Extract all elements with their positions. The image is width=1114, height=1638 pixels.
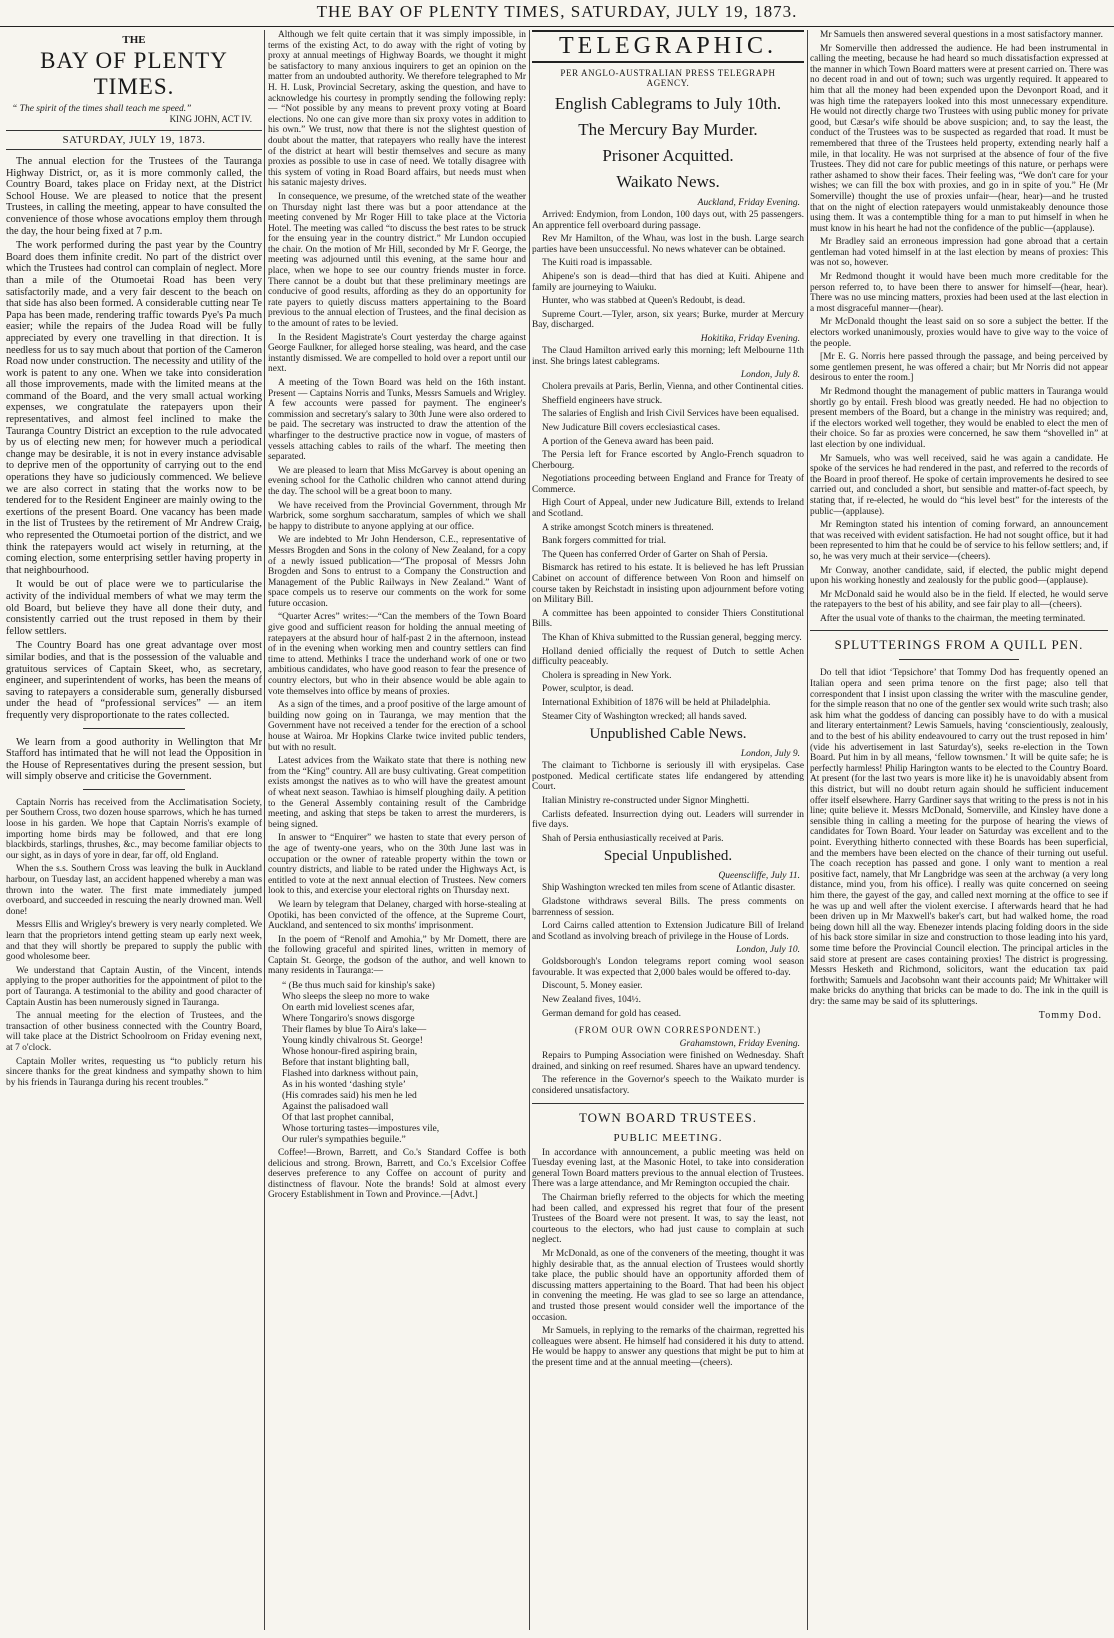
- paragraph: Power, sculptor, is dead.: [542, 684, 634, 695]
- telegraphic-agency: PER ANGLO-AUSTRALIAN PRESS TELEGRAPH AGENCY.: [560, 68, 776, 88]
- headline: The Mercury Bay Murder.: [578, 120, 758, 139]
- column-rule: [807, 30, 808, 1630]
- dateline: Queenscliffe, July 11.: [718, 871, 800, 882]
- paragraph: The Chairman briefly referred to the objects for which the meeting had been called, and expressed his regret that four of the present Trustees of the Board were not present. It was, to say the least, not courteous to the electors, who had just cause to complain at such neglect.: [532, 1193, 804, 1246]
- paragraph: We have received from the Provincial Government, through Mr Warbrick, some sorghum saccharatum, samples of which we shall be happy to distribute to anyone applying at our office.: [268, 500, 526, 532]
- paragraph: The Country Board has one great advantage over most similar bodies, and that is the possession of the valuable and gratuitous services of Captain Skeet, who, as secretary, engineer, and superintendent of works, has been the means of saving to ratepayers a considerable sum, generally disbursed under the head of “professional services” — an item frequently very disproportionate to the rates collected.: [6, 640, 262, 721]
- paragraph: Mr Somerville then addressed the audience. He had been instrumental in calling the meeting, because he had heard so much dissatisfaction expressed at the manner in which Town Board matters were at present carried on. There was no decent road in and out of town; such was urgently required. It appeared to him that all the money had been expended upon the Devonport Road, and it was high time the ratepayers looked into this most unnecessary expenditure. He would not directly charge two Trustees with using public money for private good, but Cæsar's wife should be above suspicion; and, to say the least, the conduct of the Trustees was to be suspected as regarded that road. It must be remembered that three of the Trustees held property, extending nearly half a mile, in that locality. He was not surprised at the absence of four of the five Trustees. They did not care for public meetings of this nature, or perhaps were rather ashamed to show their faces. Their feeling was, “We don't care for your wishes; we can fill the box with proxies, and go in in spite of you.” He (Mr Somerville) thought the use of proxies unfair—(hear, hear)—and he trusted that on the night of election ratepayers would unmistakeably denounce those using them. It was a contemptible thing for a man to put himself in when he must know in his heart he had not the confidence of the public—(applause).: [810, 43, 1108, 234]
- paragraph: The Claud Hamilton arrived early this morning; left Melbourne 11th inst. She brings latest cablegrams.: [532, 345, 804, 367]
- paragraph: The reference in the Governor's speech to the Waikato murder is considered unsatisfactory.: [532, 1075, 804, 1097]
- telegraphic-heading: TELEGRAPHIC.: [532, 30, 804, 63]
- paragraph: High Court of Appeal, under new Judicature Bill, extends to Ireland and Scotland.: [532, 498, 804, 520]
- paragraph: A portion of the Geneva award has been paid.: [542, 436, 714, 447]
- paragraph: Bank forgers committed for trial.: [542, 536, 667, 547]
- paragraph: Gladstone withdraws several Bills. The press comments on barrenness of session.: [532, 896, 804, 918]
- subheading: (FROM OUR OWN CORRESPONDENT.): [574, 1025, 762, 1036]
- paragraph: New Zealand fives, 104½.: [542, 995, 641, 1006]
- signature: Tommy Dod.: [1038, 1010, 1102, 1022]
- headline: English Cablegrams to July 10th.: [554, 94, 782, 113]
- dateline: Auckland, Friday Evening.: [697, 198, 800, 208]
- paragraph: Carlists defeated. Insurrection dying out. Leaders will surrender in five days.: [532, 809, 804, 831]
- paragraph: In the Resident Magistrate's Court yesterday the charge against George Faulkner, for alleged horse stealing, was heard, and the case instantly dismissed. We are compelled to hold over a report until our next.: [268, 332, 526, 375]
- paragraph: A committee has been appointed to consider Thiers Constitutional Bills.: [532, 608, 804, 630]
- divider: [810, 630, 1108, 631]
- paragraph: Latest advices from the Waikato state that there is nothing new from the “King” country. All are busy cultivating. Great competition exists amongst the natives as to who will have the greatest amount of wheat next season. Tawhiao is himself ploughing daily. A petition to the General Assembly containing result of the Cambridge meeting, and asking that steps be taken to arrest the murderers, is being signed.: [268, 756, 526, 830]
- headline: TOWN BOARD TRUSTEES.: [578, 1109, 758, 1125]
- masthead-title: THE BAY OF PLENTY TIMES, SATURDAY, JULY 19, 1873.: [316, 2, 798, 21]
- divider: [83, 789, 185, 790]
- local-news: [6, 798, 262, 1088]
- paragraph: Messrs Ellis and Wrigley's brewery is very nearly completed. We learn that the proprietors intend getting steam up early next week, and that they will shortly be prepared to supply the public with good wholesome beer.: [6, 920, 262, 963]
- dateline: Hokitika, Friday Evening.: [700, 333, 800, 344]
- headline: Special Unpublished.: [603, 848, 733, 865]
- paragraph: Mr Bradley said an erroneous impression had gone abroad that a certain gentleman had voted himself in at the last election by means of proxies: This was not so, however.: [810, 237, 1108, 269]
- headline: SPLUTTERINGS FROM A QUILL PEN.: [834, 637, 1084, 653]
- paragraph: Rev Mr Hamilton, of the Whau, was lost in the bush. Large search parties have been unsuccessful. No news whatever can be obtained.: [532, 234, 804, 255]
- paragraph: Mr McDonald, as one of the conveners of the meeting, thought it was highly desirable that, as the annual election of Trustees would shortly take place, the public should have an opportunity afforded them of discussing matters appertaining to the Board. That had been his object in convening the meeting. He was glad to see so large an attendance, and trusted those present would consider well the importance of the occasion.: [532, 1248, 804, 1323]
- paragraph: In consequence, we presume, of the wretched state of the weather on Thursday night last there was but a poor attendance at the meeting convened by Mr Roger Hill to take place at the Victoria Hotel. The meeting was called “to discuss the best rates to be struck for the ensuing year in the country district.” Mr Lundon occupied the chair. On the motion of Mr Hill, seconded by Mr F. George, the meeting was adjourned until this evening, at the same hour and place, when we hope to see our country friends muster in force. There cannot be a doubt but that these preliminary meetings are conducive of good results, affording as they do an opportunity for rate payers to quietly discuss matters appertaining to the Board previous to the annual election of Trustees, and the final decision as to the amount of rates to be levied.: [268, 191, 526, 330]
- paper-the: THE: [122, 34, 146, 46]
- paragraph: [Mr E. G. Norris here passed through the passage, and being perceived by some gentlemen present, he was offered a chair; but Mr Norris did not appear desirous to enter the room.]: [810, 352, 1108, 384]
- paragraph: It would be out of place were we to particularise the activity of the individual members of what we may term the old Board, but believe they have all done their duty, and consistently carried out the trust reposed in them by their fellow settlers.: [6, 579, 262, 637]
- paragraph: The Khan of Khiva submitted to the Russian general, begging mercy.: [542, 633, 802, 643]
- headline: Unpublished Cable News.: [589, 726, 747, 743]
- dateline: London, July 8.: [740, 370, 800, 381]
- paragraph: As a sign of the times, and a proof positive of the large amount of building now going on in Tauranga, we may mention that the Government have not received a tender for the erection of a school house at Wairoa. Mr Hopkins Clarke twice invited public tenders, but with no result.: [268, 700, 526, 753]
- divider: [899, 659, 1018, 660]
- paragraph: The Kuiti road is impassable.: [542, 258, 653, 269]
- dateline: London, July 9.: [740, 749, 800, 760]
- paragraph: Mr Samuels, who was well received, said he was again a candidate. He spoke of the services he had rendered in the past, and referred to the records of the Board in proof thereof. He spoke of certain improvements he desired to see carried out, and concluded a short, but sensible and matter-of-fact speech, by stating that, if re-elected, he would do “his level best” for the interests of the public—(applause).: [810, 453, 1108, 517]
- paragraph: A strike amongst Scotch miners is threatened.: [542, 522, 714, 533]
- paragraph: Ship Washington wrecked ten miles from scene of Atlantic disaster.: [542, 883, 796, 894]
- paragraph: Shah of Persia enthusiastically received at Paris.: [542, 833, 724, 844]
- column-2: [268, 30, 526, 1630]
- paragraph: Ahipene's son is dead—third that has died at Kuiti. Ahipene and family are journeying to Waiuku.: [532, 271, 804, 293]
- paragraph: Captain Norris has received from the Acclimatisation Society, per Southern Cross, two dozen house sparrows, which he has turned loose in his garden. We hope that Captain Norris's example of importing home birds may be followed, and that ere long blackbirds, starlings, thrushes, &c., may become familiar objects to our sight, as in days of yore in dear, far off, old England.: [6, 797, 262, 861]
- column-3: [532, 30, 804, 1630]
- paragraph: We learn from a good authority in Wellington that Mr Stafford has intimated that he will not lead the Opposition in the House of Representatives during the present session, but will simply observe and criticise the Government.: [6, 736, 262, 783]
- paragraph: The annual election for the Trustees of the Tauranga Highway District, or, as it is more commonly called, the Country Board, takes place on Friday next, at the District School House. We are pleased to notice that the present Trustees, in calling the meeting, appear to have consulted the convenience of those whose avocations employ them through the day, the hour being fixed at 7 p.m.: [6, 156, 262, 237]
- divider: [532, 1103, 804, 1104]
- paragraph: The salaries of English and Irish Civil Services have been equalised.: [542, 409, 799, 420]
- paragraph: Do tell that idiot ‘Tepsichore’ that Tommy Dod has frequently opened an Italian opera and seen prima tenore on the first page; also tell that correspondent that I insist upon classing the writer with the masculine gender, for the simple reason that no one of the gentler sex would write such trash; also ask him what the goddess of dancing can possibly have to do with a musical and literary entertainment? Lewis Samuels, having ‘conscientiously, zealously, and to the best of his ability endeavoured to carry out the trust reposed in him’ (vide his advertisement in last Saturday's), seeks re-election in the Town Board. Put him in by all means, ‘fellow townsmen.’ It will be quite safe; he is perfectly harmless! Philip Harington wants to be elected to the Country Board. At present (for the last two years is more like it) he is unavoidably absent from this district, but will no doubt return again should he sufficient inducement offer itself elsewhere. Harry Gardiner says that writing to the press is not in his line; quite believe it. Messrs McDonald, Somerville, and Kinsley have done a sensible thing in calling a meeting for the purpose of hearing the views of candidates for Town Board. Your leader on Saturday was excellent and to the point. Everything hitherto connected with these Boards has been superficial, and the members have been elected on the chance of their turning out useful. The coach reception has passed and gone. I only want to mention a real positive fact, namely, that Mr Langbridge was seen at the archway (a very long distance, mind you, from his office). I really was quite concerned on seeing him there, the gayest of the gay, and called next morning at the office to see if he was up and well after the violent exercise. I afterwards heard that he had been driven up in Mr Maxwell's baker's cart, but had walked home, the road being down hill all the way. Ebenezer intends placing folding doors in the side of his back store similar in size and construction to those leading into his yard, some time before the Provincial Council election. The principal articles in the said store at present are cases containing proxies! The district is progressing. Messrs Hesketh and Richmond, solicitors, want the education tax paid forthwith; Samuels and Jacobsohn want their accounts paid; Mr Whittaker will make bricks do anything that bricks can be made to do. The ink in the quill is dry: the same may be said of its splutterings.: [810, 668, 1108, 1007]
- paragraph: We understand that Captain Austin, of the Vincent, intends applying to the proper authorities for the appointment of pilot to the port of Tauranga. A testimonial to the ability and good character of Captain Austin has been numerously signed in Tauranga.: [6, 965, 262, 1008]
- paragraph: Mr Samuels, in replying to the remarks of the chairman, regretted his colleagues were absent. He himself had considered it his duty to attend. He would be happy to answer any questions that might be put to him at the present time and at the annual meeting—(cheers).: [532, 1326, 804, 1368]
- poem: “ (Be thus much said for kinship's sake) Who sleeps the sleep no more to wake On earth mid loveliest scenes afar, Where Tongariro's snows disgorge Their flames by blue To Aira's lake— Young kindly chivalrous St. George! Whose honour-fired aspiring brain, Before that instant blighting ball, Flashed into darkness without pain, As in his wonted ‘dashing style’ (His comrades said) his men he led Against the palisadoed wall Of that last prophet cannibal, Whose torturing tastes—impostures vile, Our ruler's sympathies beguile.”: [282, 980, 440, 1146]
- paragraph: Lord Cairns called attention to Extension Judicature Bill of Ireland and Scotland as involving breach of privilege in the House of Lords.: [532, 921, 804, 942]
- paragraph: Mr Conway, another candidate, said, if elected, the public might depend upon his working honestly and zealously for the public good—(applause).: [810, 565, 1108, 587]
- paragraph: We learn by telegram that Delaney, charged with horse-stealing at Opotiki, has been convicted of the offence, at the Supreme Court, Auckland, and sentenced to six months' imprisonment.: [268, 899, 526, 932]
- paragraph: Mr Samuels then answered several questions in a most satisfactory manner.: [820, 30, 1104, 40]
- paragraph: “Quarter Acres” writes:—“Can the members of the Town Board give good and sufficient reason for holding the annual meeting of ratepayers at the absurd hour of half-past 2 in the afternoon, instead of in the evening when working men and country settlers can find time to attend. Methinks I trace the underhand work of one or two ambitious candidates, who have good reason to fear the presence of country electors, but who in their absence would be able again to vote themselves into office by means of proxies.: [268, 612, 526, 697]
- paragraph: The Persia left for France escorted by Anglo-French squadron to Cherbourg.: [532, 450, 804, 471]
- paragraph: The claimant to Tichborne is seriously ill with erysipelas. Case postponed. Medical certificate states life endangered by attending Court.: [532, 761, 804, 793]
- advertisement: Coffee!—Brown, Barrett, and Co.'s Standard Coffee is both delicious and strong. Brown, Barrett, and Co.'s Excelsior Coffee deserves preference to any Coffee on account of purity and distinctness of flavour. Note the brands! Sold at almost every Grocery Establishment in Town and Province.—[Advt.]: [268, 1148, 526, 1201]
- paragraph: Cholera is spreading in New York.: [542, 670, 672, 681]
- divider: [83, 728, 185, 729]
- paragraph: New Judicature Bill covers ecclesiastical cases.: [542, 422, 721, 433]
- dateline: Grahamstown, Friday Evening.: [679, 1039, 800, 1050]
- paragraph: Steamer City of Washington wrecked; all hands saved.: [542, 711, 747, 722]
- paragraph: In answer to “Enquirer” we hasten to state that every person of the age of twenty-one years, who on the 30th June last was in occupation or the owner of rateable property within the town or country districts, and liable to be rated under the Highways Act, is entitled to vote at the next annual election of Trustees. New comers look to this, and exercise your electoral rights on Thursday next.: [268, 833, 526, 897]
- paragraph: The Queen has conferred Order of Garter on Shah of Persia.: [542, 549, 768, 560]
- paragraph: In the poem of “Renolf and Amohia,” by Mr Domett, there are the following graceful and spirited lines, written in memory of Captain St. George, the godson of the author, and well known to many residents in Tauranga:—: [268, 934, 526, 977]
- paragraph: Mr McDonald said he would also be in the field. If elected, he would serve the ratepayers to the best of his ability, and see fair play to all—(cheers).: [810, 589, 1108, 611]
- paragraph: We are indebted to Mr John Henderson, C.E., representative of Messrs Brogden and Sons in the colony of New Zealand, for a copy of a newly issued publication—“The proposal of Messrs John Brogden and Sons to entrust to a Company the Construction and Management of the Public Railways in New Zealand.” Want of space compels us to reserve our comments on the work for some future occasion.: [268, 535, 526, 609]
- dateline: London, July 10.: [736, 945, 800, 956]
- paragraph: The work performed during the past year by the Country Board does them infinite credit. No part of the district over which the Trustees had control can complain of neglect. More than a mile of the Otumoetai Road has been very satisfactorily made, and a very fair descent to the beach on that side has also been formed. A considerable cutting near Te Papa has been made, rendering traffic towards Pye's Pa much easier; while the repairs of the Judea Road will be fully appreciated by every one travelling in that direction. It is needless for us to say much about that portion of the Cameron Road now under construction. The necessity and utility of the work is patent to any one. When we take into consideration all those improvements, made with the limited means at the command of the Board, and the very small actual working expenses, we congratulate the ratepayers upon their representatives, and almost feel inclined to make the Tauranga Country District an exception to the rule advocated by us of electing new men; for however much a periodical change may be desirable, it is not in every instance advisable to deprive men of the opportunity of carrying out to the end operations they have so judiciously commenced. We believe we are also correct in stating that the works now to be tendered for to the Resident Engineer are mainly owing to the exertions of the present Board. One vacancy has been made in the list of Trustees by the retirement of Mr Andrew Craig, who represented the Otumoetai portion of the district, and we think the ratepayers would act wisely in returning, at the coming election, some enterprising settler having property in that neighbourhood.: [6, 240, 262, 576]
- motto: “ The spirit of the times shall teach me speed.”: [12, 104, 192, 114]
- paragraph: Mr Redmond thought the management of public matters in Tauranga would shortly go by entail. Fresh blood was greatly needed. He had no objection to present members of the Board, but a change in the ministry was required; and, if the electors worked well together, they would be enabled to elect the men of their choice. So far as proxies were concerned, he saw them “shovelled in” at last election by one individual.: [810, 387, 1108, 450]
- paragraph: A meeting of the Town Board was held on the 16th instant. Present — Captains Norris and Tunks, Messrs Samuels and Wrigley. A few accounts were passed for payment. The engineer's commission and secretary's salary to 30th June were also ordered to be paid. The secretary was instructed to draw the attention of the wharfinger to the destructive practice now in vogue, of masters of vessels attaching cables to rails of the wharf. The meeting then separated.: [268, 378, 526, 463]
- paragraph: Captain Moller writes, requesting us “to publicly return his sincere thanks for the great kindness and sympathy shown to him by his friends in Tauranga during his recent troubles.”: [6, 1056, 262, 1088]
- column-1: [6, 30, 262, 1630]
- paragraph: Bismarck has retired to his estate. It is believed he has left Prussian Cabinet on account of difference between Von Roon and himself on course taken by Reichstadt in insisting upon adjournment before voting on Military Bill.: [532, 563, 804, 606]
- masthead: [0, 0, 1114, 27]
- paragraph: International Exhibition of 1876 will be held at Philadelphia.: [542, 697, 771, 708]
- paragraph: Mr Redmond thought it would have been much more creditable for the person referred to, to have been there to answer for himself—(hear, hear). There was no use mincing matters, proxies had been used at the last election in a most disgraceful manner—(hear).: [810, 272, 1108, 314]
- paragraph: Sheffield engineers have struck.: [542, 395, 663, 406]
- paragraph: Goldsborough's London telegrams report coming wool season favourable. It was expected that 2,000 bales would be offered to-day.: [532, 957, 804, 978]
- paper-name: BAY OF PLENTY TIMES.: [40, 48, 228, 99]
- issue-date: SATURDAY, JULY 19, 1873.: [6, 130, 262, 150]
- paragraph: Arrived: Endymion, from London, 100 days out, with 25 passengers. An apprentice fell overboard during passage.: [532, 210, 804, 231]
- headline: Waikato News.: [616, 172, 720, 191]
- column-4: [810, 30, 1108, 1630]
- paragraph: When the s.s. Southern Cross was leaving the bulk in Auckland harbour, on Tuesday last, an accident happened whereby a man was thrown into the water. The first mate immediately jumped overboard, and succeeded in rescuing the nearly drowned man. Well done!: [6, 864, 262, 917]
- paragraph: Cholera prevails at Paris, Berlin, Vienna, and other Continental cities.: [542, 382, 804, 393]
- paragraph: We are pleased to learn that Miss McGarvey is about opening an evening school for the Catholic children who cannot attend during the day. The school will be a great boon to many.: [268, 465, 526, 497]
- motto-source: KING JOHN, ACT IV.: [169, 114, 252, 124]
- paragraph: Mr McDonald thought the least said on so sore a subject the better. If the electors worked unanimously, proxies would have to give way to the voice of the people.: [810, 317, 1108, 349]
- column-rule: [529, 30, 530, 1630]
- headline: Prisoner Acquitted.: [602, 146, 734, 165]
- paragraph: Holland denied officially the request of Dutch to settle Achen difficulty peaceably.: [532, 646, 804, 668]
- paragraph: The annual meeting for the election of Trustees, and the transaction of other business connected with the Country Board, will take place at the District Schoolroom on Friday evening next, at 7 o'clock.: [6, 1011, 262, 1053]
- paragraph: Supreme Court.—Tyler, arson, six years; Burke, murder at Mercury Bay, discharged.: [532, 309, 804, 331]
- paragraph: Although we felt quite certain that it was simply impossible, in terms of the existing Act, to do away with the right of voting by proxy at annual meetings of Highway Boards, we thought it might be satisfactory to many anxious inquirers to get an opinion on the matter from an undoubted authority. We therefore telegraphed to Mr H. H. Lusk, Provincial Secretary, asking the question, and have to acknowledge his courtesy in promptly sending the following reply:— “Not possible by any means to prevent proxy voting at Board elections. No one can give more than six proxy votes in addition to his own.” We trust, now that there is not the slightest question of doubt about the matter, that ratepayers who really have the interest of the district at heart will bestir themselves and secure as many proxies as possible to use in case of need. We totally disagree with this system of voting in Road Board affairs, but needs must when his satanic majesty drives.: [268, 30, 526, 189]
- paragraph: Italian Ministry re-constructed under Signor Minghetti.: [542, 795, 750, 806]
- paragraph: Mr Remington stated his intention of coming forward, an announcement that was received with evident satisfaction. He had not sought office, but it had been represented to him that he could be of service to his fellow settlers; and, if so, he was very much at their service—(cheers).: [810, 520, 1108, 562]
- paragraph: Discount, 5. Money easier.: [542, 981, 643, 992]
- paragraph: In accordance with announcement, a public meeting was held on Tuesday evening last, at the Masonic Hotel, to take into consideration general Town Board matters previous to the annual election of Trustees. There was a large attendance, and Mr Remington occupied the chair.: [532, 1147, 804, 1190]
- paragraph: Hunter, who was stabbed at Queen's Redoubt, is dead.: [542, 296, 746, 307]
- paragraph: After the usual vote of thanks to the chairman, the meeting terminated.: [820, 613, 1086, 624]
- subheading: PUBLIC MEETING.: [613, 1131, 723, 1144]
- paragraph: German demand for gold has ceased.: [542, 1008, 682, 1019]
- paragraph: Repairs to Pumping Association were finished on Wednesday. Shaft drained, and sinking on reef resumed. Shares have an upward tendency.: [532, 1051, 804, 1072]
- column-rule: [264, 30, 265, 1630]
- paragraph: Negotiations proceeding between England and France for Treaty of Commerce.: [532, 474, 804, 495]
